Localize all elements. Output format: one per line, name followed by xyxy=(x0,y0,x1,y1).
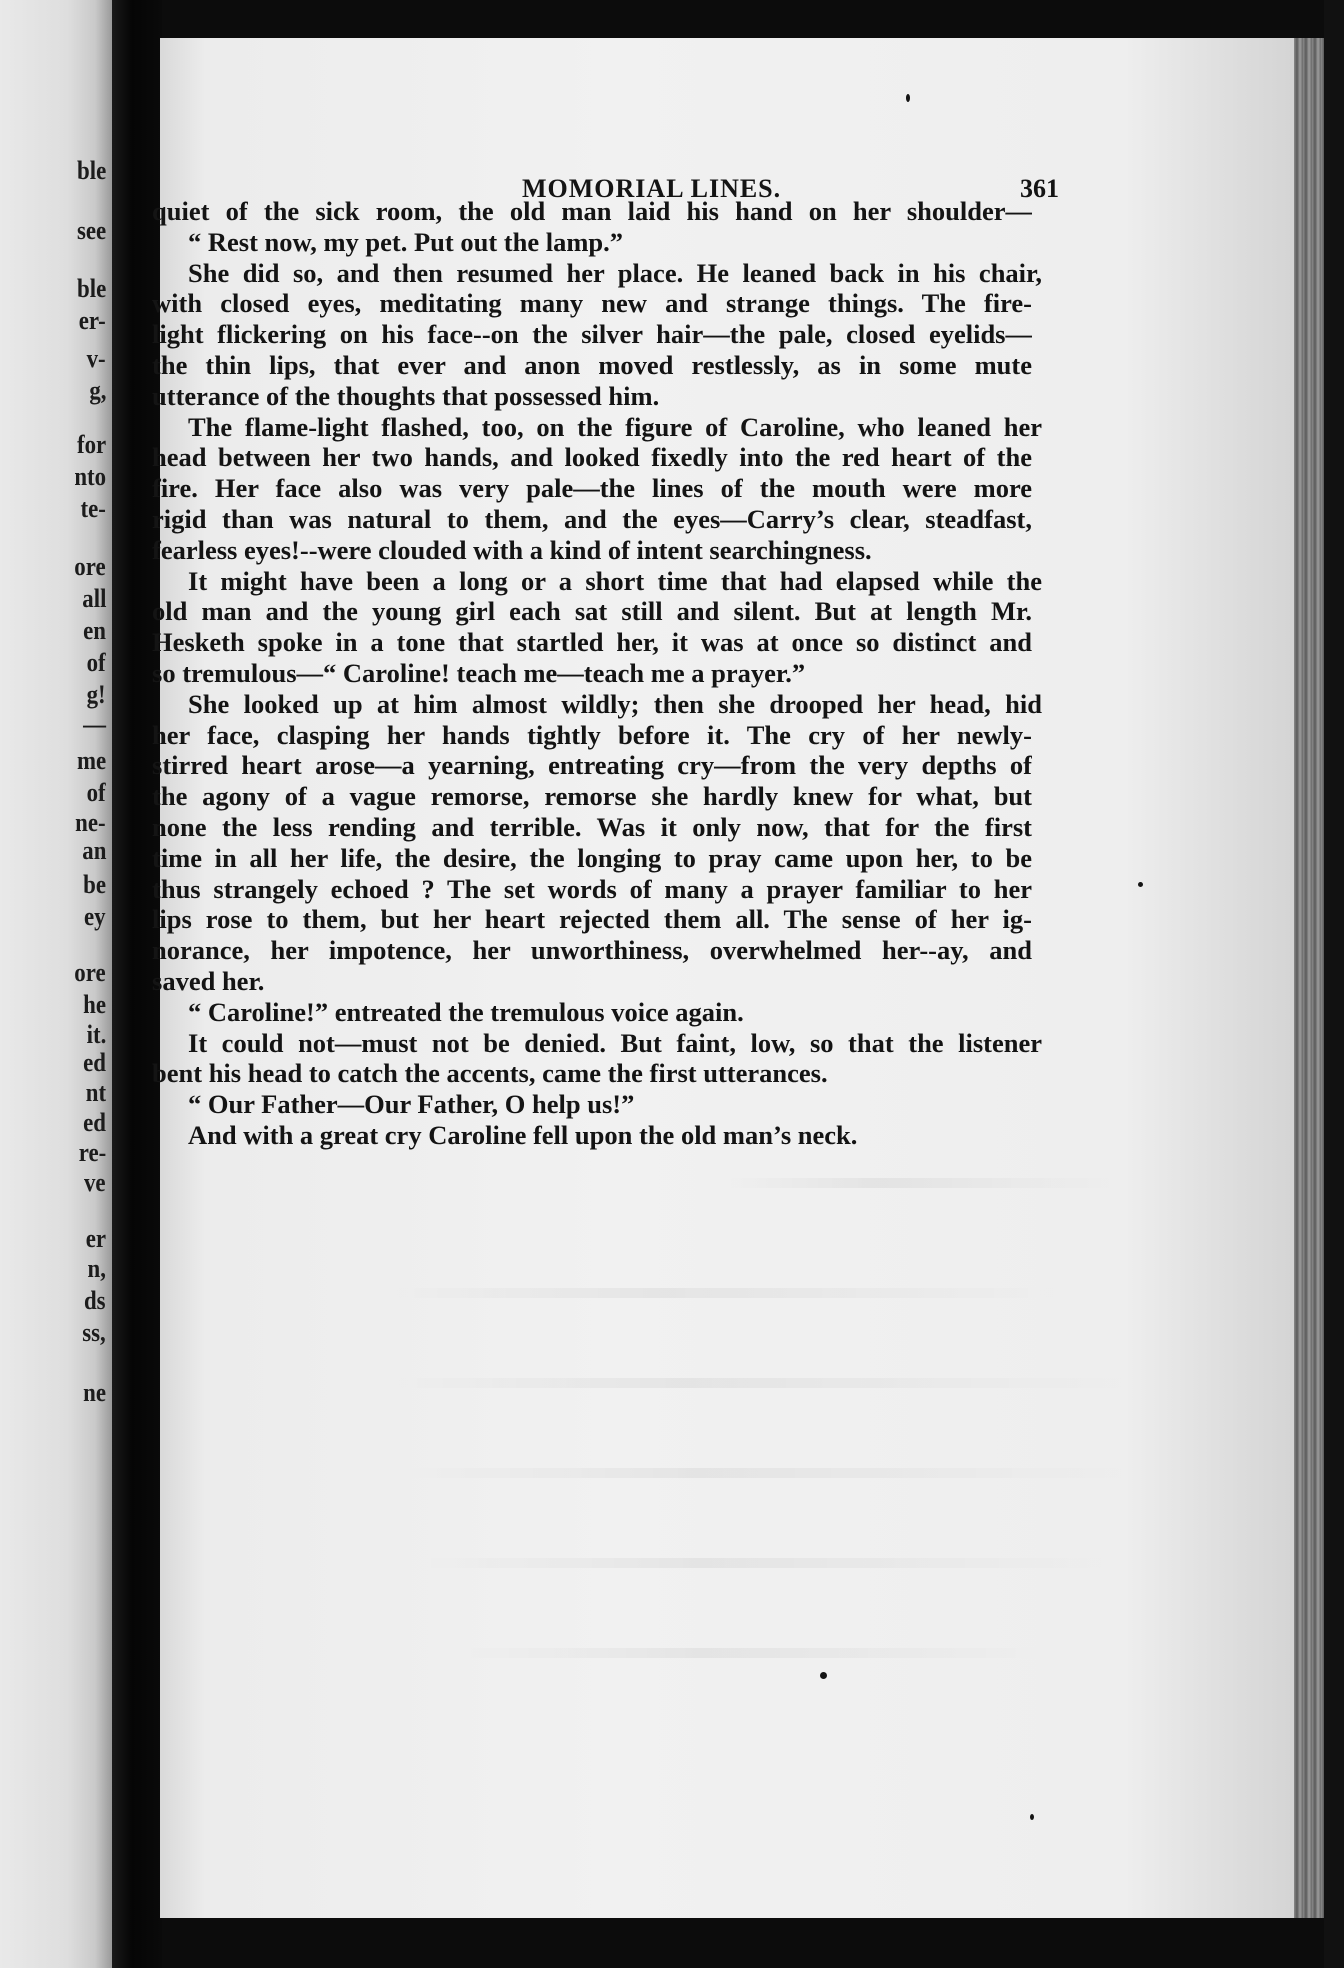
previous-page-fragment: an xyxy=(81,836,106,865)
previous-page-fragment: ds xyxy=(84,1286,106,1315)
text-line: stirred heart arose—a yearning, entreating cry—from the very depths of xyxy=(152,750,1032,781)
text-line: norance, her impotence, her unworthiness, overwhelmed her--ay, and xyxy=(152,935,1032,966)
previous-page-fragment: n, xyxy=(87,1254,106,1283)
text-line: light flickering on his face--on the silver hair—the pale, closed eyelids— xyxy=(152,319,1032,350)
text-line: rigid than was natural to them, and the eyes—Carry’s clear, steadfast, xyxy=(152,504,1032,534)
previous-page-fragment: ble xyxy=(76,274,106,303)
page-stack-edge xyxy=(1294,38,1324,1918)
previous-page-fragment: g! xyxy=(86,680,106,709)
text-line: fire. Her face also was very pale—the lines of the mouth were more xyxy=(152,473,1032,504)
text-line: so tremulous—“ Caroline! teach me—teach me a prayer.” xyxy=(152,658,806,688)
text-line: lips rose to them, but her heart rejected them all. The sense of her ig- xyxy=(152,904,1032,935)
bleed-through xyxy=(460,1648,1060,1658)
ink-speck xyxy=(1030,1814,1034,1820)
text-line: utterance of the thoughts that possessed him. xyxy=(152,380,660,411)
bleed-through xyxy=(720,1178,1120,1188)
text-line: bent his head to catch the accents, came the first utterances. xyxy=(152,1058,828,1089)
previous-page-fragment: ve xyxy=(84,1168,106,1197)
previous-page-fragment: ed xyxy=(83,1048,106,1077)
previous-page-fragment: all xyxy=(81,584,106,613)
previous-page-fragment: ne- xyxy=(75,808,106,837)
text-line: head between her two hands, and looked fixedly into the red heart of the xyxy=(152,442,1032,473)
text-line: none the less rending and terrible. Was it only now, that for the first xyxy=(152,812,1032,842)
previous-page-fragment: er- xyxy=(78,306,106,335)
text-line: She did so, and then resumed her place. He leaned back in his chair, xyxy=(188,257,1042,288)
ink-speck xyxy=(1138,882,1143,887)
text-line: “ Our Father—Our Father, O help us!” xyxy=(188,1089,635,1120)
text-line: fearless eyes!--were clouded with a kind of intent searchingness. xyxy=(152,534,872,565)
previous-page-fragment: re- xyxy=(78,1138,106,1167)
previous-page-fragment: ore xyxy=(74,958,106,987)
previous-page-edge xyxy=(0,0,112,1968)
text-line: the agony of a vague remorse, remorse she hardly knew for what, but xyxy=(152,781,1032,812)
previous-page-fragment: te- xyxy=(80,494,106,523)
text-line: It could not—must not be denied. But faint, low, so that the listener xyxy=(188,1027,1042,1058)
ink-speck xyxy=(820,1672,827,1679)
previous-page-fragment: of xyxy=(86,648,106,677)
text-line: It might have been a long or a short time that had elapsed while the xyxy=(188,565,1042,596)
text-line: Hesketh spoke in a tone that startled her, it was at once so distinct and xyxy=(152,627,1032,658)
text-line: her face, clasping her hands tightly before it. The cry of her newly- xyxy=(152,719,1032,750)
previous-page-fragment: me xyxy=(76,746,106,775)
previous-page-fragment: he xyxy=(83,990,106,1019)
previous-page-fragment: ne xyxy=(83,1378,106,1407)
text-line: She looked up at him almost wildly; then she drooped her head, hid xyxy=(188,688,1042,719)
text-line: thus strangely echoed ? The set words of many a prayer familiar to her xyxy=(152,873,1032,904)
previous-page-fragment: ss, xyxy=(82,1318,106,1347)
previous-page-fragment: er xyxy=(85,1224,106,1253)
previous-page-fragment: see xyxy=(76,216,106,245)
previous-page-fragment: ey xyxy=(84,902,106,931)
text-line: “ Rest now, my pet. Put out the lamp.” xyxy=(188,226,624,257)
previous-page-fragment: ore xyxy=(74,552,106,581)
bleed-through xyxy=(380,1378,1140,1388)
text-line: quiet of the sick room, the old man laid his hand on her shoulder— xyxy=(152,196,1032,226)
previous-page-fragment: — xyxy=(83,710,106,739)
previous-page-fragment: be xyxy=(83,870,106,899)
previous-page-fragment: en xyxy=(83,616,106,645)
text-line: old man and the young girl each sat still and silent. But at length Mr. xyxy=(152,596,1032,627)
previous-page-fragment: of xyxy=(86,778,106,807)
bleed-through xyxy=(380,1288,1080,1298)
page-number: 361 xyxy=(1020,174,1059,203)
text-line: the thin lips, that ever and anon moved restlessly, as in some mute xyxy=(152,350,1032,380)
scan-border xyxy=(1324,0,1344,1968)
previous-page-fragment: g, xyxy=(88,376,106,405)
previous-page-fragment: nt xyxy=(85,1078,106,1107)
book-page xyxy=(152,38,1294,1918)
previous-page-fragment: v- xyxy=(86,344,106,373)
bleed-through xyxy=(400,1468,1140,1478)
text-line: saved her. xyxy=(152,966,265,996)
previous-page-fragment: it. xyxy=(86,1020,106,1049)
running-title: MOMORIAL LINES. xyxy=(522,174,782,203)
text-line: And with a great cry Caroline fell upon the old man’s neck. xyxy=(188,1120,858,1150)
ink-speck xyxy=(906,94,910,102)
previous-page-fragment: nto xyxy=(74,462,106,491)
previous-page-fragment: for xyxy=(76,430,106,459)
previous-page-fragment: ed xyxy=(83,1108,106,1137)
text-line: “ Caroline!” entreated the tremulous voice again. xyxy=(188,996,744,1027)
text-line: time in all her life, the desire, the longing to pray came upon her, to be xyxy=(152,842,1032,873)
previous-page-fragment: ble xyxy=(76,156,106,185)
text-line: The flame-light flashed, too, on the figure of Caroline, who leaned her xyxy=(188,411,1042,442)
text-line: with closed eyes, meditating many new and strange things. The fire- xyxy=(152,288,1032,319)
bleed-through xyxy=(420,1558,1120,1568)
